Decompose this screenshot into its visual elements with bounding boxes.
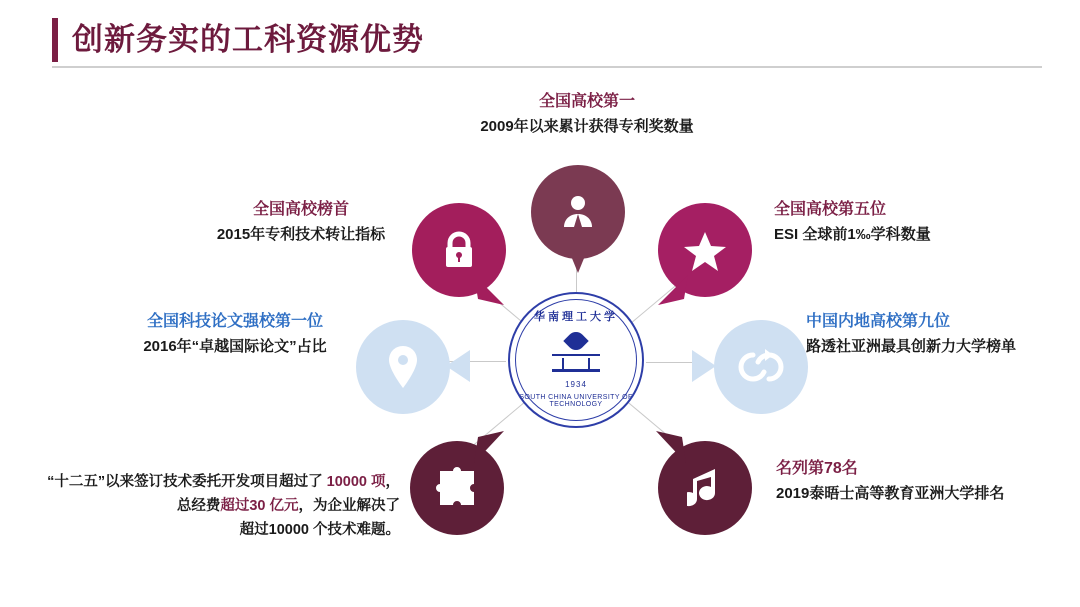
bubble-upper-left[interactable] (412, 203, 506, 297)
text-block-top (452, 88, 722, 136)
bubble-tail-lower-left (472, 429, 506, 463)
paragraph-line1-highlight: 10000 项 (326, 474, 386, 490)
text-block-lower-right (776, 455, 1004, 503)
paragraph-line1-c: ， (385, 474, 400, 490)
logo-name-en: SOUTH CHINA UNIVERSITY OF TECHNOLOGY (519, 394, 633, 408)
headline-upper-left: 全国高校榜首 (252, 201, 349, 218)
detail-top: 2009年以来累计获得专利奖数量 (480, 118, 694, 135)
person-icon (556, 190, 600, 234)
detail-upper-left: 2015年专利技术转让指标 (216, 226, 386, 243)
paragraph-line-3: 超过10000 个技术难题。 (239, 522, 400, 538)
slide-title-bar (52, 12, 1042, 68)
detail-left: 2016年“卓越国际论文”占比 (143, 338, 327, 355)
puzzle-icon (434, 465, 480, 511)
logo-name-cn: 华南理工大学 (534, 311, 618, 323)
logo-emblem-icon (549, 332, 603, 376)
paragraph-line2-a: 总经费 (176, 498, 221, 514)
star-icon (682, 228, 728, 272)
headline-upper-right: 全国高校第五位 (774, 201, 887, 218)
paragraph-line2-highlight: 超过30 亿元 (220, 498, 299, 514)
logo-founding-year: 1934 (565, 380, 587, 389)
title-accent-bar (52, 18, 58, 62)
detail-right: 路透社亚洲最具创新力大学榜单 (806, 338, 1017, 355)
headline-left: 全国科技论文强校第一位 (146, 313, 323, 330)
paragraph-line-2 (0, 494, 400, 518)
bubble-right[interactable] (714, 320, 808, 414)
bubble-upper-right[interactable] (658, 203, 752, 297)
bubble-tail-upper-right (654, 275, 688, 309)
bubble-tail-left (444, 348, 470, 384)
headline-top: 全国高校第一 (538, 93, 635, 110)
bubble-top[interactable] (531, 165, 625, 259)
title-divider (52, 66, 1042, 68)
bubble-tail-upper-left (474, 275, 508, 309)
refresh-loop-icon (737, 347, 785, 387)
location-pin-icon (385, 344, 421, 390)
lock-icon (438, 228, 480, 272)
text-block-right (806, 308, 1016, 356)
detail-upper-right: ESI 全球前1‰学科数量 (774, 226, 931, 243)
text-block-lower-left (0, 470, 400, 542)
bubble-tail-right (692, 348, 718, 384)
text-block-left (110, 308, 360, 356)
headline-lower-right: 名列第78名 (776, 460, 858, 477)
paragraph-line-1 (0, 470, 400, 494)
bubble-tail-lower-right (654, 429, 688, 463)
text-block-upper-left (186, 196, 416, 244)
bubble-left[interactable] (356, 320, 450, 414)
paragraph-line1-a: “十二五”以来签订技术委托开发项目超过了 (47, 474, 327, 490)
detail-lower-right: 2019泰晤士高等教育亚洲大学排名 (776, 485, 1005, 502)
university-logo (508, 292, 644, 428)
text-block-upper-right (774, 196, 931, 244)
paragraph-line2-c: ，为企业解决了 (298, 498, 400, 514)
music-note-icon (687, 465, 723, 511)
page-title: 创新务实的工科资源优势 (72, 22, 424, 57)
headline-right: 中国内地高校第九位 (806, 313, 951, 330)
bubble-lower-right[interactable] (658, 441, 752, 535)
bubble-lower-left[interactable] (410, 441, 504, 535)
